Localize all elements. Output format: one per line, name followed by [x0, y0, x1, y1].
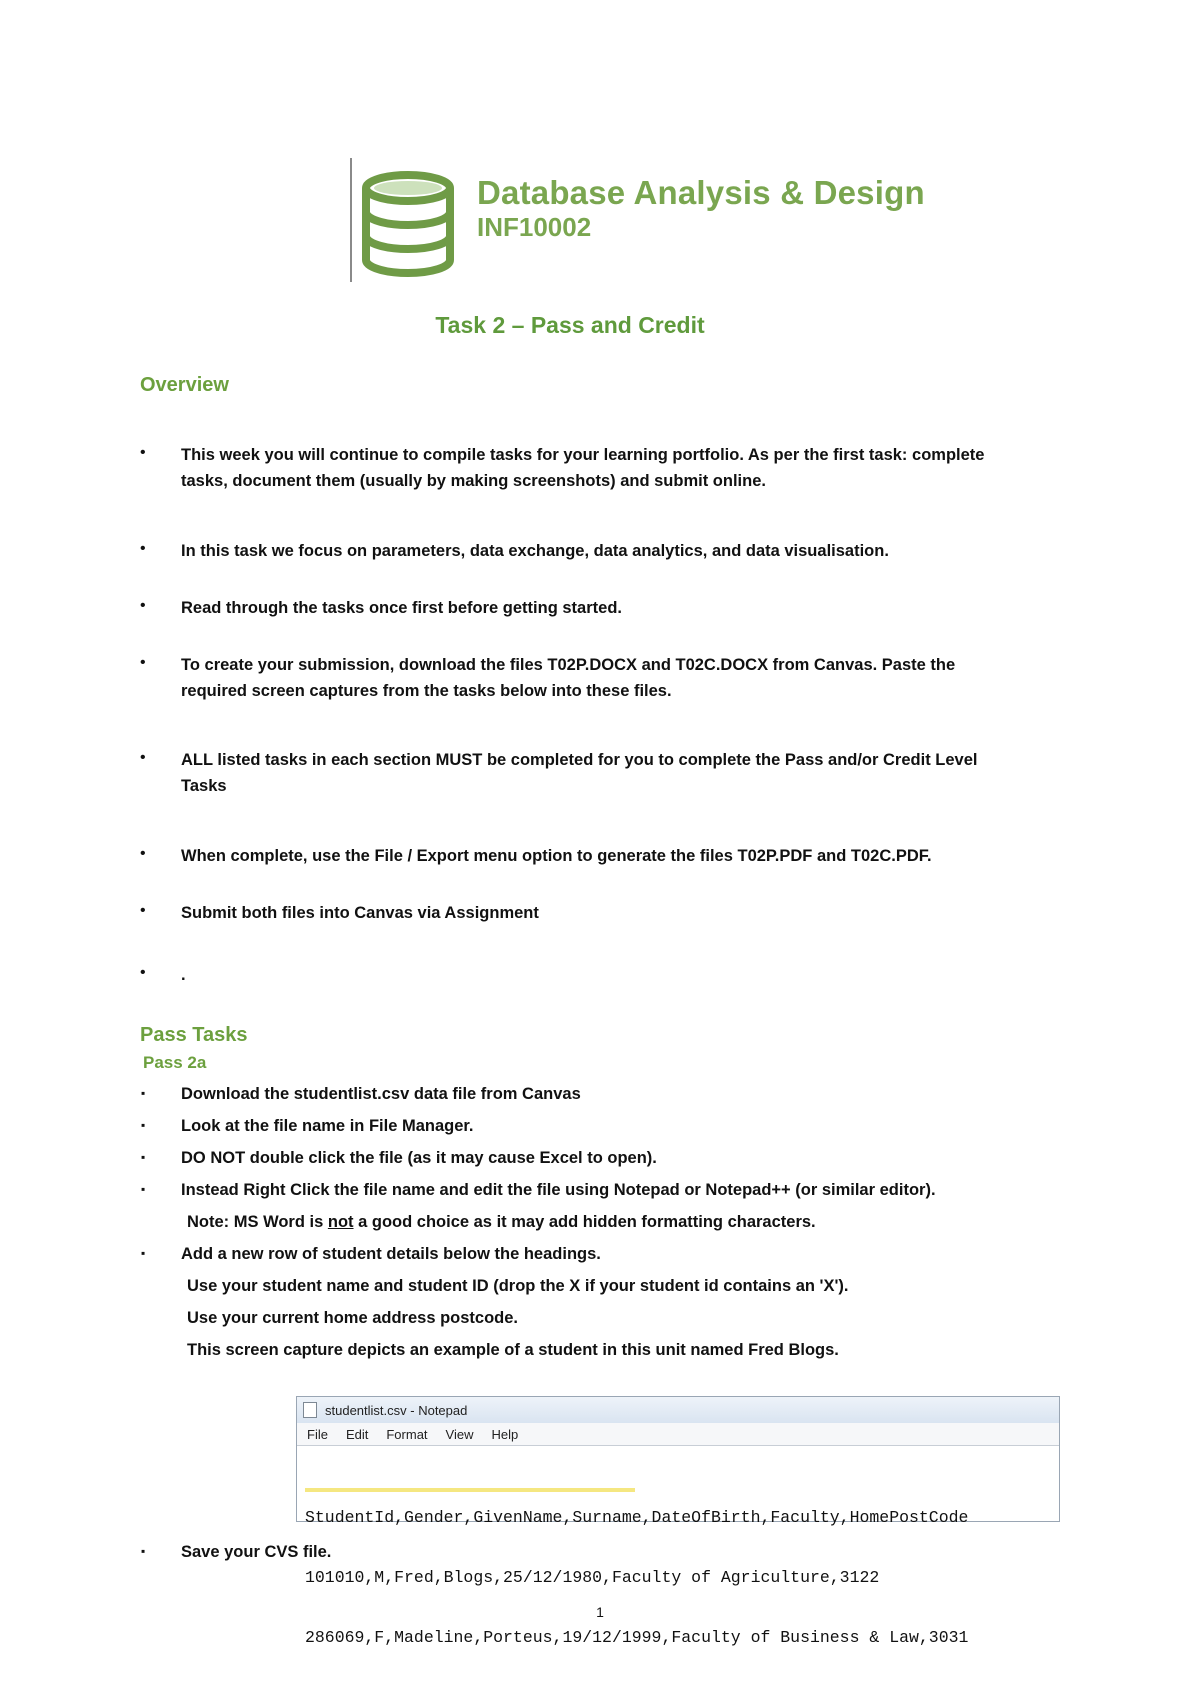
list-item: Look at the file name in File Manager. [181, 1117, 474, 1135]
bullet-icon: ▪ [141, 1118, 146, 1132]
add-row-note: This screen capture depicts an example of a student in this unit named Fred Blogs. [187, 1341, 839, 1359]
list-item: . [181, 966, 186, 984]
add-row-note: Use your student name and student ID (drop the X if your student id contains an 'X'). [187, 1277, 849, 1295]
logo-divider [350, 158, 352, 282]
bullet-icon: ▪ [141, 1150, 146, 1164]
bullet-icon: ▪ [141, 1544, 146, 1558]
bullet-icon: • [140, 902, 146, 919]
bullet-icon: • [140, 444, 146, 461]
list-item: ALL listed tasks in each section MUST be completed for you to complete the Pass and/or Credit Level Tasks [181, 751, 978, 795]
bullet-icon: • [140, 749, 146, 766]
list-item: Read through the tasks once first before getting started. [181, 599, 622, 617]
list-item: To create your submission, download the files T02P.DOCX and T02C.DOCX from Canvas. Paste the required screen captures from the tasks below into these files. [181, 656, 956, 700]
bullet-icon: • [140, 540, 146, 557]
list-item: Instead Right Click the file name and edit the file using Notepad or Notepad++ (or similar editor). [181, 1181, 936, 1199]
menu-format: Format [386, 1426, 428, 1442]
document-title: Task 2 – Pass and Credit [435, 312, 705, 338]
csv-line: 101010,M,Fred,Blogs,25/12/1980,Faculty of Agriculture,3122 [305, 1568, 880, 1587]
menu-view: View [445, 1426, 474, 1442]
bullet-icon: • [140, 597, 146, 614]
bullet-icon: ▪ [141, 1246, 146, 1260]
notepad-screenshot [296, 1396, 1060, 1647]
logo-unit-code: INF10002 [477, 212, 592, 242]
logo-title: Database Analysis & Design [477, 174, 925, 211]
add-row-note: Use your current home address postcode. [187, 1309, 519, 1327]
notepad-text [297, 1446, 1059, 1690]
database-icon [358, 170, 458, 278]
list-item: Add a new row of student details below the headings. [181, 1245, 601, 1263]
csv-line: StudentId,Gender,GivenName,Surname,DateOfBirth,Faculty,HomePostCode [305, 1508, 969, 1527]
bullet-icon: • [140, 654, 146, 671]
menu-file: File [307, 1426, 328, 1442]
menu-edit: Edit [345, 1426, 369, 1442]
list-item: Save your CVS file. [181, 1543, 332, 1561]
notepad-file-icon [303, 1402, 317, 1418]
pass-tasks-heading: Pass Tasks [140, 1024, 248, 1046]
csv-line: 286069,F,Madeline,Porteus,19/12/1999,Faculty of Business & Law,3031 [305, 1628, 969, 1647]
list-item: Submit both files into Canvas via Assignment [181, 904, 539, 922]
bullet-icon: • [140, 964, 146, 981]
highlight-mark [305, 1488, 635, 1492]
list-item: When complete, use the File / Export menu option to generate the files T02P.PDF and T02C.PDF. [181, 847, 932, 865]
ms-word-note: Note: MS Word is not a good choice as it may add hidden formatting characters. [187, 1213, 816, 1231]
menu-help: Help [491, 1426, 519, 1442]
list-item: DO NOT double click the file (as it may cause Excel to open). [181, 1149, 657, 1167]
notepad-menu-bar [297, 1423, 1059, 1446]
list-item: Download the studentlist.csv data file from Canvas [181, 1085, 581, 1103]
pass-2a-heading: Pass 2a [143, 1053, 207, 1072]
overview-heading: Overview [140, 374, 229, 396]
list-item: In this task we focus on parameters, data exchange, data analytics, and data visualisation. [181, 542, 889, 560]
bullet-icon: ▪ [141, 1182, 146, 1196]
bullet-icon: • [140, 845, 146, 862]
bullet-icon: ▪ [141, 1086, 146, 1100]
page-number: 1 [596, 1604, 604, 1620]
list-item: This week you will continue to compile tasks for your learning portfolio. As per the first task: complete tasks, document them (usually by making screenshots) and submit online. [181, 446, 985, 490]
notepad-title: studentlist.csv - Notepad [325, 1402, 468, 1418]
notepad-title-bar [297, 1397, 1059, 1423]
